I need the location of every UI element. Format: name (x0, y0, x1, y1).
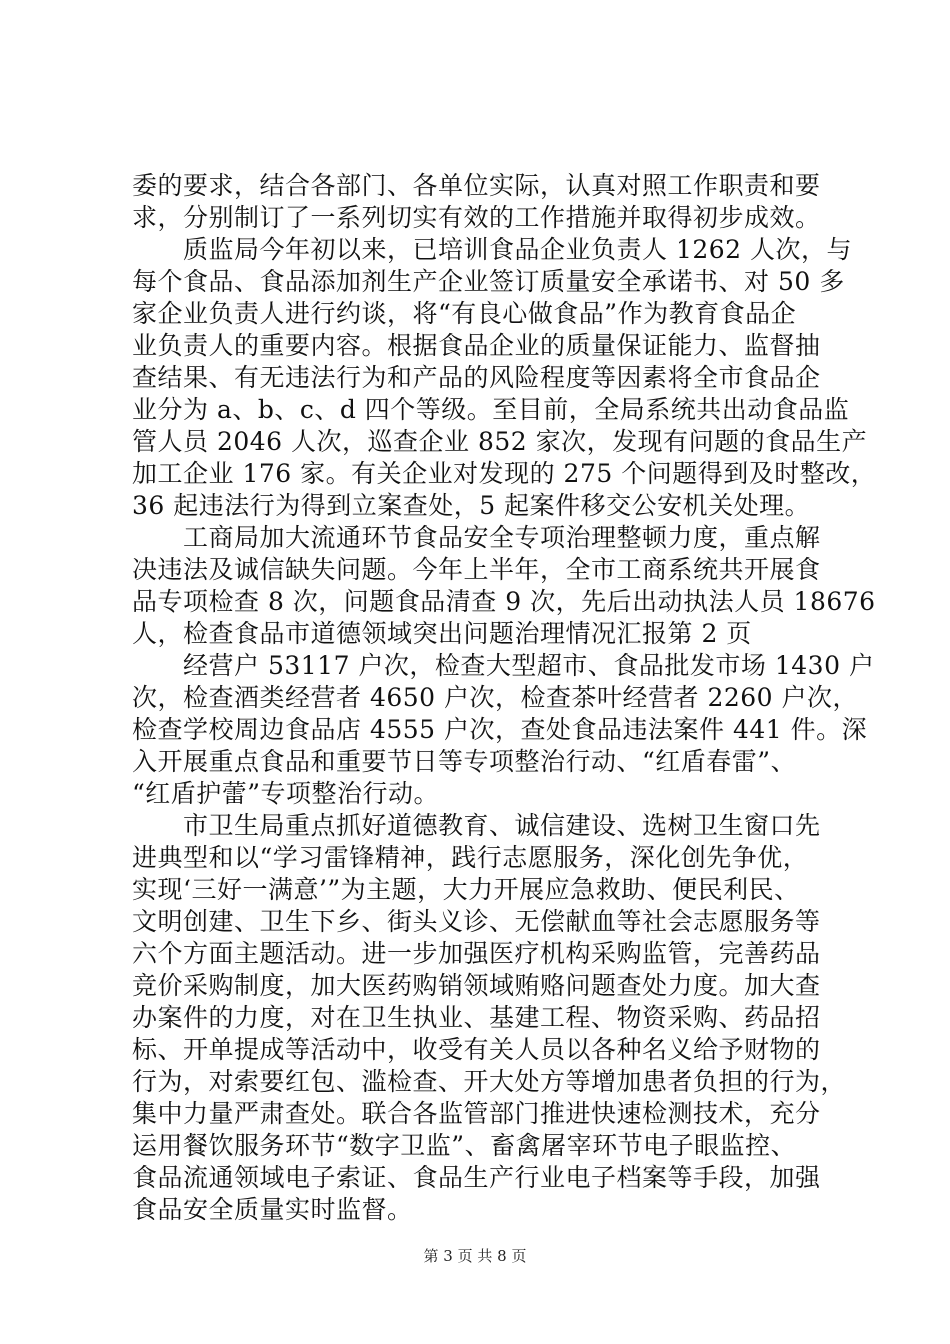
text-line: 标、开单提成等活动中，收受有关人员以各种名义给予财物的 (132, 1035, 821, 1064)
text-line: 36 起违法行为得到立案查处，5 起案件移交公安机关处理。 (132, 491, 811, 520)
text-line: 委的要求，结合各部门、各单位实际，认真对照工作职责和要 (132, 171, 821, 200)
text-line: 工商局加大流通环节食品安全专项治理整顿力度，重点解 (132, 523, 821, 552)
text-line: 次，检查酒类经营者 4650 户次，检查茶叶经营者 2260 户次， (132, 683, 859, 712)
text-line: 运用餐饮服务环节“数字卫监”、畜禽屠宰环节电子眼监控、 (132, 1131, 797, 1160)
text-line: 业分为 a、b、c、d 四个等级。至目前，全局系统共出动食品监 (132, 395, 850, 424)
text-line: 查结果、有无违法行为和产品的风险程度等因素将全市食品企 (132, 363, 821, 392)
text-line: 业负责人的重要内容。根据食品企业的质量保证能力、监督抽 (132, 331, 821, 360)
text-line: 文明创建、卫生下乡、街头义诊、无偿献血等社会志愿服务等 (132, 907, 821, 936)
text-line: 经营户 53117 户次，检查大型超市、食品批发市场 1430 户 (132, 651, 875, 680)
text-line: 决违法及诚信缺失问题。今年上半年，全市工商系统共开展食 (132, 555, 821, 584)
text-line: 市卫生局重点抓好道德教育、诚信建设、选树卫生窗口先 (132, 811, 821, 840)
text-line: 六个方面主题活动。进一步加强医疗机构采购监管，完善药品 (132, 939, 821, 968)
text-line: 求，分别制订了一系列切实有效的工作措施并取得初步成效。 (132, 203, 821, 232)
text-line: 食品流通领域电子索证、食品生产行业电子档案等手段，加强 (132, 1163, 821, 1192)
text-line: 管人员 2046 人次，巡查企业 852 家次，发现有问题的食品生产 (132, 427, 868, 456)
text-line: 集中力量严肃查处。联合各监管部门推进快速检测技术，充分 (132, 1099, 821, 1128)
text-line: “红盾护蕾”专项整治行动。 (132, 779, 440, 808)
body-text (132, 170, 877, 1226)
text-line: 竞价采购制度，加大医药购销领域贿赂问题查处力度。加大查 (132, 971, 821, 1000)
text-line: 品专项检查 8 次，问题食品清查 9 次，先后出动执法人员 18676 (132, 587, 876, 616)
text-line: 检查学校周边食品店 4555 户次，查处食品违法案件 441 件。深 (132, 715, 868, 744)
text-line: 办案件的力度，对在卫生执业、基建工程、物资采购、药品招 (132, 1003, 821, 1032)
text-line: 每个食品、食品添加剂生产企业签订质量安全承诺书、对 50 多 (132, 267, 845, 296)
text-line: 人，检查食品市道德领域突出问题治理情况汇报第 2 页 (132, 619, 752, 648)
page-footer: 第 3 页 共 8 页 (423, 1247, 527, 1265)
text-line: 行为，对索要红包、滥检查、开大处方等增加患者负担的行为， (132, 1067, 847, 1096)
text-line: 入开展重点食品和重要节日等专项整治行动、“红盾春雷”、 (132, 747, 797, 776)
text-line: 实现‘三好一满意’”为主题，大力开展应急救助、便民利民、 (132, 875, 800, 904)
text-line: 进典型和以“学习雷锋精神，践行志愿服务，深化创先争优， (132, 843, 809, 872)
text-line: 加工企业 176 家。有关企业对发现的 275 个问题得到及时整改， (132, 459, 877, 488)
text-line: 家企业负责人进行约谈，将“有良心做食品”作为教育食品企 (132, 299, 797, 328)
text-line: 质监局今年初以来，已培训食品企业负责人 1262 人次，与 (132, 235, 853, 264)
text-line: 食品安全质量实时监督。 (132, 1195, 413, 1224)
